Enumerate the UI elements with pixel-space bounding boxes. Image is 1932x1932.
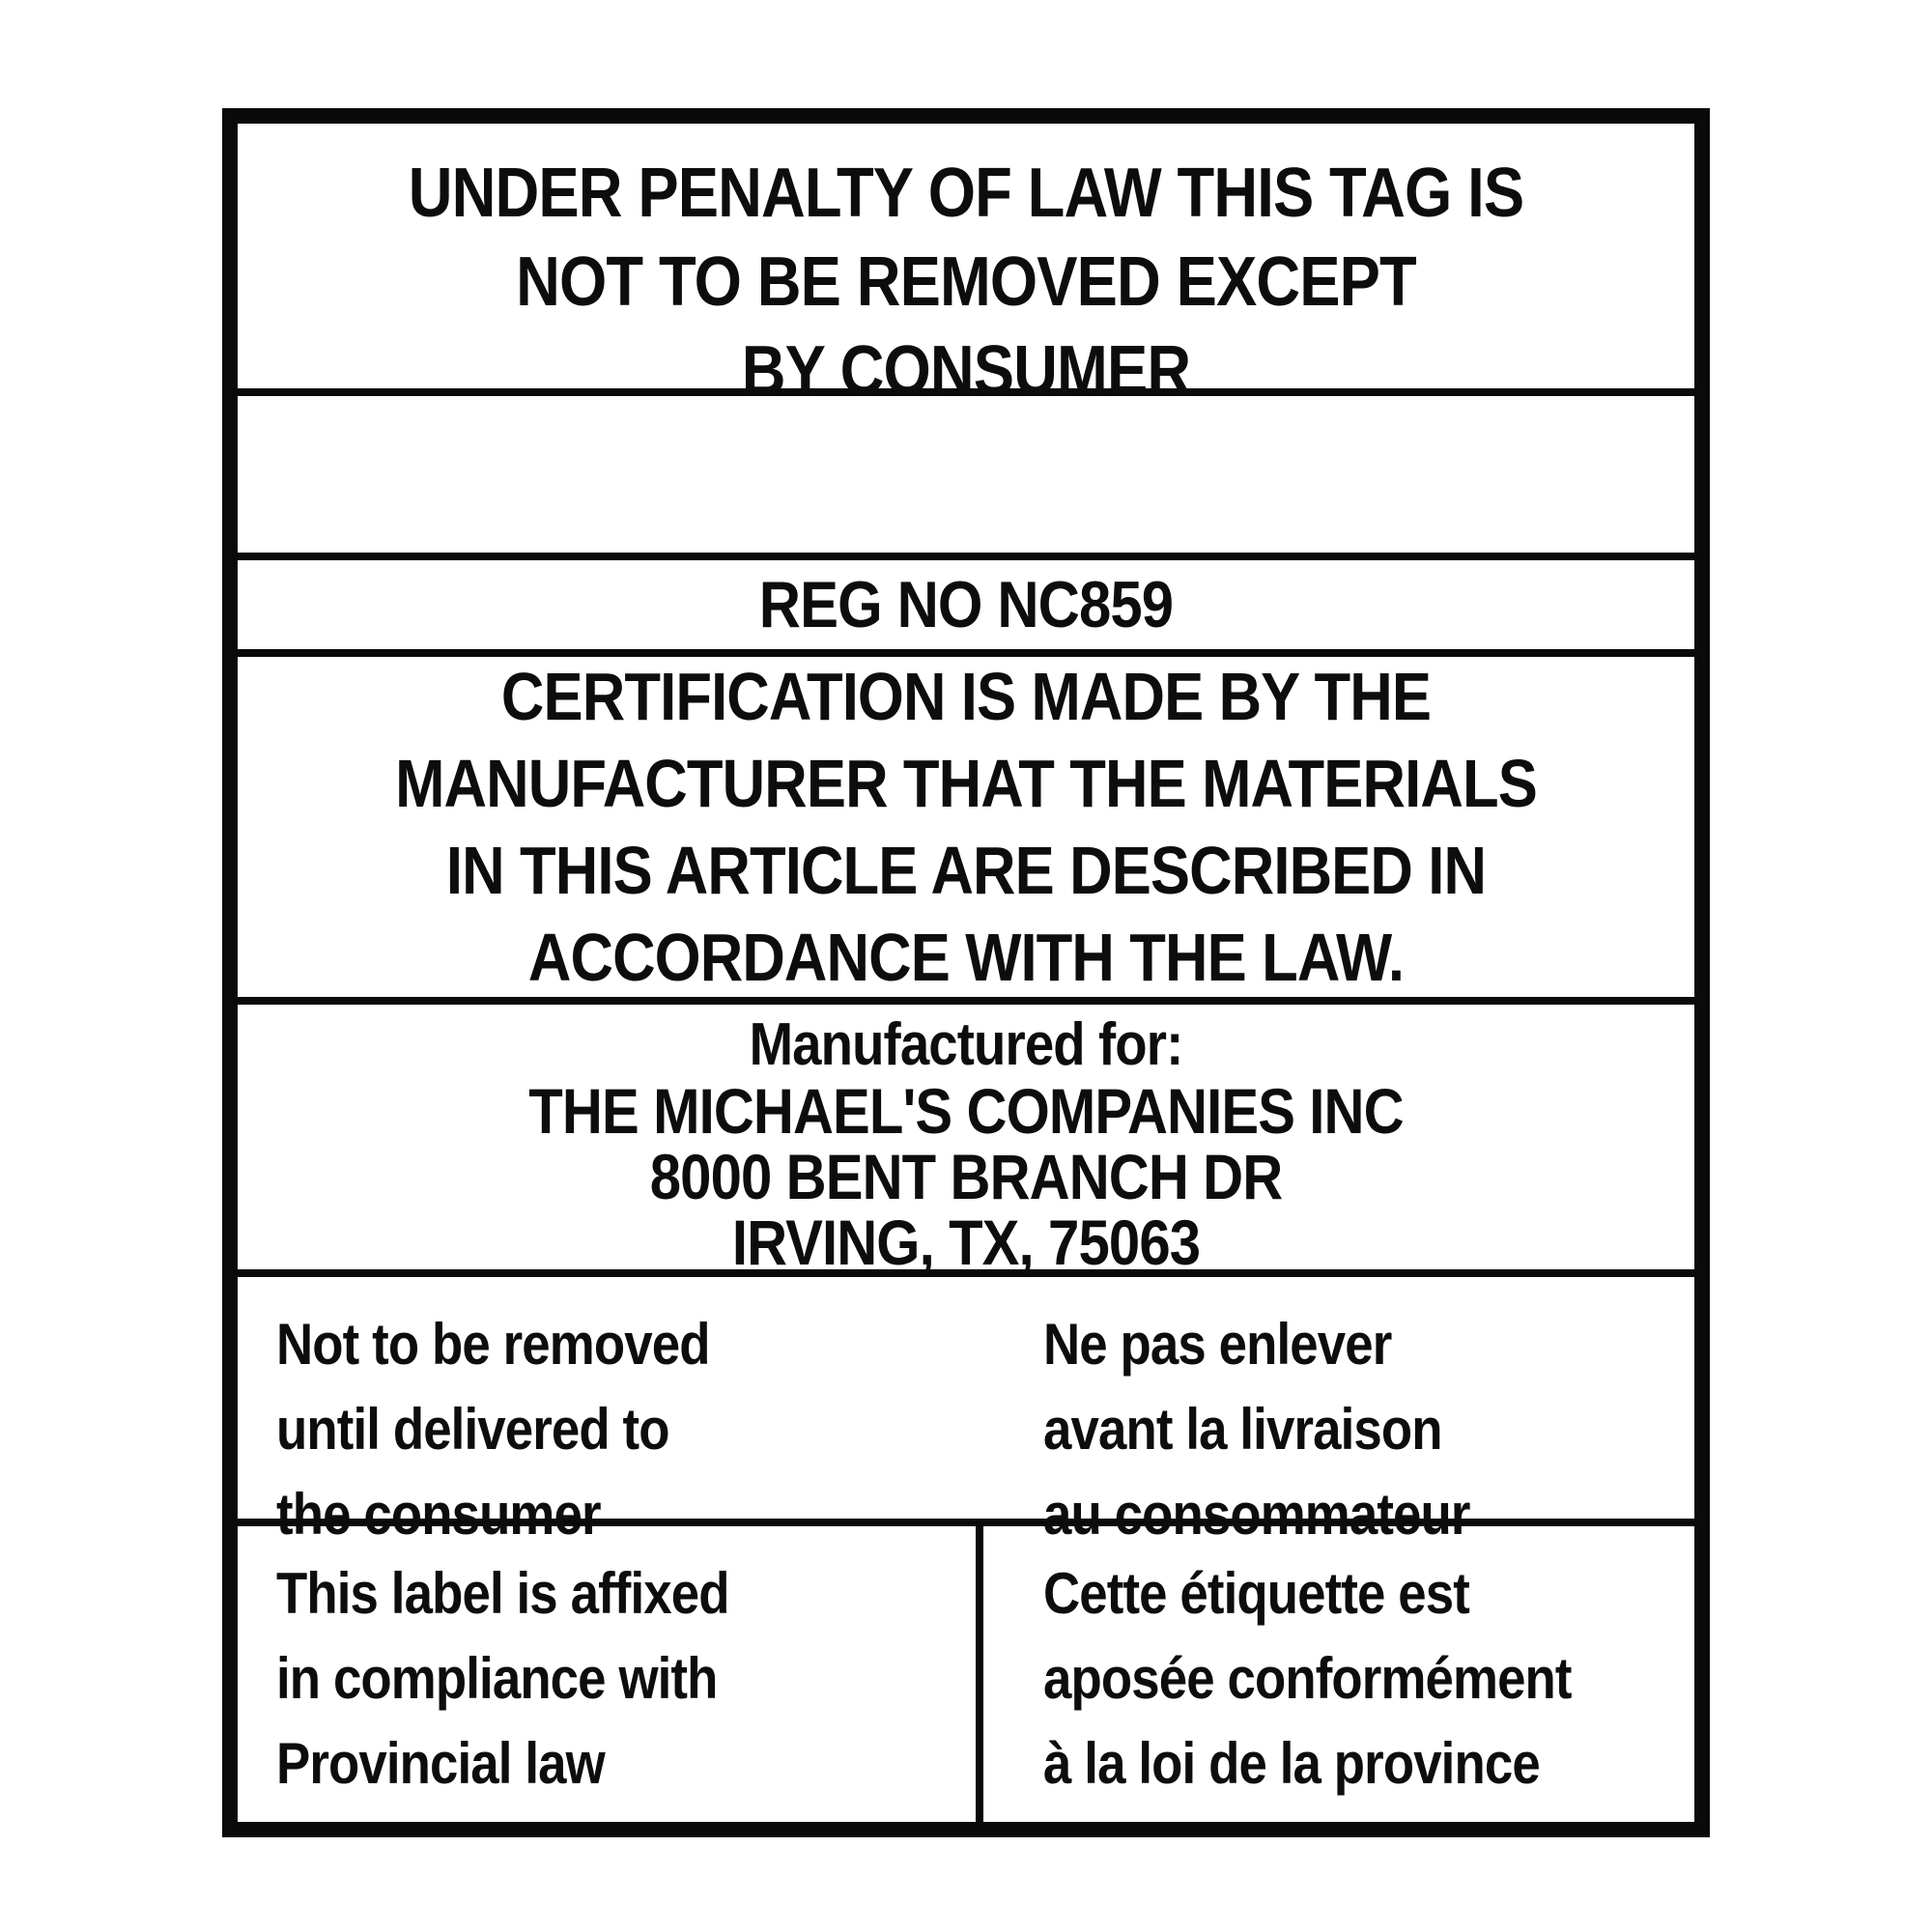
- removal-notice-french: [1043, 1302, 1681, 1557]
- manufacturer-city: IRVING, TX, 75063: [731, 1207, 1201, 1278]
- compliance-notice-section: [238, 1526, 1694, 1822]
- certification-line-4: ACCORDANCE WITH THE LAW.: [527, 920, 1405, 995]
- registration-number-text: REG NO NC859: [758, 568, 1174, 641]
- removal-notice-en-line-2: until delivered to: [276, 1397, 669, 1462]
- removal-notice-en-line-1: Not to be removed: [276, 1312, 710, 1377]
- penalty-warning-line-1: UNDER PENALTY OF LAW THIS TAG IS: [408, 155, 1524, 232]
- compliance-notice-en-line-2: in compliance with: [276, 1646, 718, 1711]
- compliance-notice-en-line-3: Provincial law: [276, 1731, 605, 1796]
- removal-notice-english: [276, 1302, 952, 1557]
- penalty-warning-line-3: BY CONSUMER: [741, 332, 1191, 410]
- manufacturer-name: THE MICHAEL'S COMPANIES INC: [528, 1075, 1404, 1147]
- registration-number-section: [238, 560, 1694, 657]
- compliance-notice-english: [276, 1551, 952, 1806]
- certification-line-2: MANUFACTURER THAT THE MATERIALS: [395, 746, 1537, 821]
- blank-section: [238, 396, 1694, 560]
- removal-notice-section: [238, 1277, 1694, 1547]
- removal-notice-en-line-3: the consumer: [276, 1482, 601, 1547]
- removal-notice-fr-line-3: au consommateur: [1043, 1482, 1470, 1547]
- certification-section: [238, 657, 1694, 1005]
- manufactured-for-section: [238, 1005, 1694, 1277]
- column-divider-rule: [976, 1526, 983, 1822]
- compliance-notice-fr-line-1: Cette étiquette est: [1043, 1561, 1469, 1626]
- penalty-warning-section: [238, 124, 1694, 410]
- compliance-notice-fr-line-2: aposée conformément: [1043, 1646, 1572, 1711]
- compliance-notice-fr-line-3: à la loi de la province: [1043, 1731, 1540, 1796]
- compliance-notice-french: [1043, 1551, 1681, 1806]
- compliance-notice-en-line-1: This label is affixed: [276, 1561, 729, 1626]
- law-label-tag: [222, 108, 1710, 1837]
- penalty-warning-line-2: NOT TO BE REMOVED EXCEPT: [516, 243, 1416, 321]
- certification-line-3: IN THIS ARTICLE ARE DESCRIBED IN: [445, 833, 1487, 908]
- certification-line-1: CERTIFICATION IS MADE BY THE: [500, 659, 1432, 734]
- manufactured-for-heading: Manufactured for:: [749, 1011, 1183, 1078]
- manufacturer-street: 8000 BENT BRANCH DR: [649, 1141, 1283, 1212]
- removal-notice-fr-line-2: avant la livraison: [1043, 1397, 1442, 1462]
- removal-notice-fr-line-1: Ne pas enlever: [1043, 1312, 1392, 1377]
